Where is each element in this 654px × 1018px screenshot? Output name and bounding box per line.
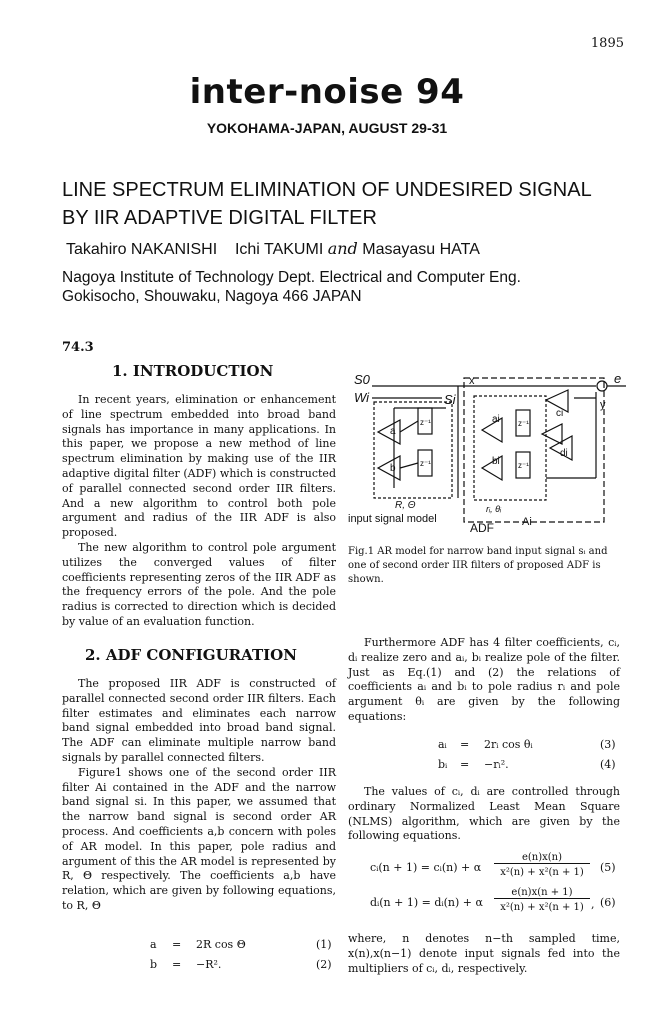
eq4-rhs: −rᵢ². — [484, 758, 509, 771]
conference-logo: inter-noise 94 — [189, 72, 465, 112]
right-paragraph-2 — [348, 785, 620, 844]
eq4-lhs: bᵢ — [438, 758, 448, 771]
equations-3-4 — [348, 738, 620, 778]
label-y: y — [600, 399, 606, 411]
figure-1-diagram — [346, 368, 630, 540]
affiliation — [62, 268, 521, 306]
author-names: Takahiro NAKANISHI Ichi TAKUMI — [66, 241, 328, 258]
eq3-number: (3) — [600, 738, 616, 751]
equations-5-6 — [348, 852, 620, 916]
label-di: di — [560, 448, 568, 459]
label-z-1: z⁻¹ — [420, 418, 431, 427]
eq1-number: (1) — [316, 938, 332, 951]
label-s0: S0 — [354, 372, 370, 387]
label-si: Si — [444, 392, 456, 407]
label-z-2: z⁻¹ — [420, 459, 431, 468]
adf-body — [62, 677, 336, 914]
label-wi: Wi — [354, 390, 370, 405]
figure-1-caption: Fig.1 AR model for narrow band input signal sᵢ and one of second order IIR filters of proposed ADF is shown. — [348, 546, 608, 585]
label-bi-coef: bi — [492, 456, 500, 467]
eq5-lhs: cᵢ(n + 1) = cᵢ(n) + α — [370, 861, 482, 874]
label-a: a — [390, 426, 396, 437]
label-ai-coef: ai — [492, 414, 500, 425]
eq5-numerator: e(n)x(n) — [494, 852, 590, 864]
adf-paragraph-2: Figure1 shows one of the second order IIR filter Ai contained in the ADF and the narrow band signal si. In this paper, we assumed that the narrow band signal is second order AR process. And coefficients a,b concern with poles of AR model. In this paper, pole radius and argument of this the AR model is represented by R, Θ respectively. The coefficients a,b have relation, which are given by following equations, to R, Θ — [62, 765, 336, 912]
paper-title — [62, 176, 622, 232]
eq2-rhs: −R². — [196, 958, 222, 971]
title-line-1: LINE SPECTRUM ELIMINATION OF UNDESIRED SIGNAL — [62, 179, 592, 201]
adf-heading: 2. ADF CONFIGURATION — [85, 646, 297, 664]
adf-paragraph-1: The proposed IIR ADF is constructed of parallel connected second order IIR filters. Each filter estimates and eliminates each narrow band signal embedded into broad band signal. The ADF can eliminate multiple narrow band signals by parallel connected filters. — [62, 677, 336, 764]
page-number: 1895 — [590, 36, 624, 51]
right-paragraph-1 — [348, 636, 620, 725]
author-last: Masayasu HATA — [357, 241, 480, 258]
label-input-model: input signal model — [348, 513, 437, 525]
eq6-comma: , — [591, 898, 595, 911]
eq6-numerator: e(n)x(n + 1) — [494, 887, 590, 899]
eq1-equals: = — [172, 938, 182, 951]
eq3-rhs: 2rᵢ cos θᵢ — [484, 738, 533, 751]
right-paragraph-3 — [348, 932, 620, 976]
eq2-number: (2) — [316, 958, 332, 971]
label-r-theta: R, Θ — [395, 500, 416, 511]
equations-1-2 — [0, 938, 340, 978]
eq2-equals: = — [172, 958, 182, 971]
right-paragraph-2-text: The values of cᵢ, dᵢ are controlled through ordinary Normalized Least Mean Square (NLMS) algorithm, which are given by the following equations. — [348, 785, 620, 843]
label-x: x — [469, 375, 475, 387]
eq5-number: (5) — [600, 861, 616, 874]
eq2-lhs: b — [150, 958, 158, 971]
title-line-2: BY IIR ADAPTIVE DIGITAL FILTER — [62, 207, 377, 229]
label-adf: ADF — [470, 521, 494, 535]
eq3-lhs: aᵢ — [438, 738, 447, 751]
right-paragraph-1-text: Furthermore ADF has 4 filter coefficients, cᵢ, dᵢ realize zero and aᵢ, bᵢ realize pole of the filter. Just as Eq.(1) and (2) the relations of coefficients aᵢ and bᵢ to pole radius rᵢ and pole argument θᵢ are given by the following equations: — [348, 636, 620, 723]
author-and: and — [327, 239, 358, 258]
intro-paragraph-2: The new algorithm to control pole argument utilizes the converged values of filter coefficients representing zeros of the IIR ADF as the frequency errors of the pole. And the pole radius is corrected to direction which is decided by value of an evaluation function. — [62, 540, 336, 628]
eq6-number: (6) — [600, 896, 616, 909]
label-ci: ci — [556, 408, 564, 419]
conference-subtitle: YOKOHAMA-JAPAN, AUGUST 29-31 — [206, 120, 448, 136]
intro-heading: 1. INTRODUCTION — [112, 362, 274, 380]
eq6-lhs: dᵢ(n + 1) = dᵢ(n) + α — [370, 896, 483, 909]
affiliation-line-1: Nagoya Institute of Technology Dept. Electrical and Computer Eng. — [62, 269, 521, 286]
eq3-equals: = — [460, 738, 470, 751]
eq4-equals: = — [460, 758, 470, 771]
intro-paragraph-1: In recent years, elimination or enhancement of line spectrum embedded into broad band signals has importance in many applications. In this paper, we propose a new method of line spectrum elimination by making use of the IIR adaptive digital filter (ADF) which is constructed of parallel connected second order IIR filters. And a new algorithm to control both pole argument and radius of the IIR ADF is also proposed. — [62, 393, 336, 540]
affiliation-line-2: Gokisocho, Shouwaku, Nagoya 466 JAPAN — [62, 288, 362, 305]
right-paragraph-3-text: where, n denotes n−th sampled time, x(n),x(n−1) denote input signals fed into the multipliers of cᵢ, dᵢ, respectively. — [348, 932, 620, 975]
section-number: 74.3 — [62, 340, 94, 355]
eq5-denominator: x²(n) + x²(n + 1) — [500, 867, 584, 878]
label-ri-theta: rᵢ, θᵢ — [486, 504, 502, 514]
label-z-3: z⁻¹ — [518, 419, 529, 428]
label-z-4: z⁻¹ — [518, 461, 529, 470]
eq1-rhs: 2R cos Θ — [196, 938, 246, 951]
authors — [66, 239, 480, 259]
label-ai-block: Ai — [522, 516, 532, 528]
eq6-denominator: x²(n) + x²(n + 1) — [500, 902, 584, 913]
label-b: b — [390, 463, 396, 474]
eq4-number: (4) — [600, 758, 616, 771]
label-e: e — [614, 371, 622, 386]
intro-body — [62, 393, 336, 630]
eq1-lhs: a — [150, 938, 157, 951]
